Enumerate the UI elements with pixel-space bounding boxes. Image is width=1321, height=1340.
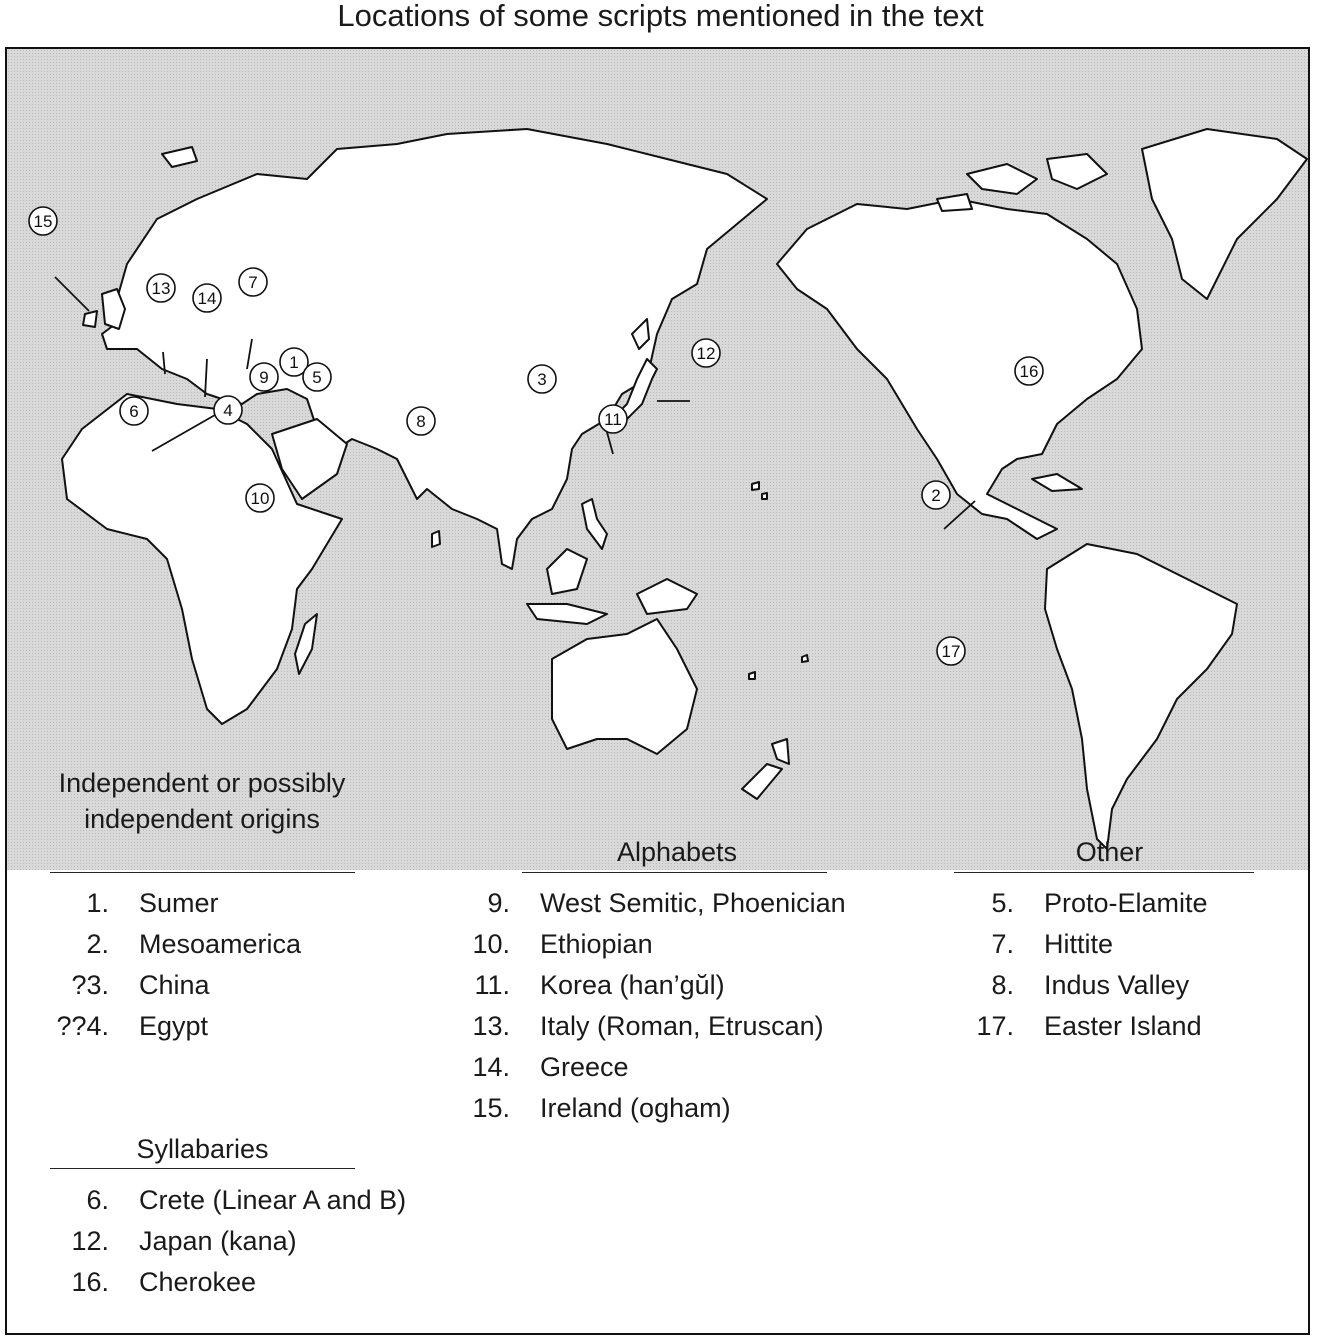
map-marker-14 xyxy=(193,284,221,312)
philippines-islands xyxy=(582,499,607,549)
legend-item-label: Ethiopian xyxy=(540,929,653,959)
marker-label: 14 xyxy=(197,289,217,308)
arctic-islands xyxy=(937,154,1107,211)
syllabaries-heading: Syllabaries xyxy=(136,1134,269,1164)
north-america-landmass xyxy=(777,199,1142,539)
map-marker-10 xyxy=(246,484,274,512)
legend-item-label: Mesoamerica xyxy=(139,929,302,959)
legend-item-num: 2. xyxy=(86,929,109,959)
legend-item-num: 15. xyxy=(472,1093,510,1123)
other-heading: Other xyxy=(1075,837,1144,867)
legend-item-15 xyxy=(472,1092,731,1124)
legend-item-label: China xyxy=(139,970,210,1000)
map-marker-17 xyxy=(937,637,965,665)
map-marker-6 xyxy=(120,397,148,425)
marker-label: 10 xyxy=(250,489,270,508)
alphabets-rule xyxy=(522,872,827,873)
map-marker-8 xyxy=(407,407,435,435)
map-marker-3 xyxy=(528,365,556,393)
legend-item-4 xyxy=(56,1010,209,1042)
legend-item-label: Italy (Roman, Etruscan) xyxy=(540,1011,824,1041)
legend-item-label: Easter Island xyxy=(1044,1011,1202,1041)
legend-item-num: 11. xyxy=(474,970,510,1000)
legend-item-label: Japan (kana) xyxy=(139,1226,297,1256)
legend-item-label: Hittite xyxy=(1044,929,1114,959)
legend-item-label: Sumer xyxy=(139,888,219,918)
legend-item-num: 12. xyxy=(71,1226,109,1256)
marker-label: 1 xyxy=(289,353,299,372)
legend-item-label: Proto-Elamite xyxy=(1044,888,1208,918)
british-isles xyxy=(83,289,125,329)
map-frame xyxy=(5,47,1310,1335)
marker-label: 6 xyxy=(129,402,139,421)
south-america-landmass xyxy=(1045,544,1237,849)
marker-label: 13 xyxy=(151,279,171,298)
map-marker-2 xyxy=(922,481,950,509)
marker-label: 4 xyxy=(223,401,233,420)
legend-item-6 xyxy=(86,1184,407,1216)
legend-item-num: 8. xyxy=(991,970,1014,1000)
new-zealand-islands xyxy=(742,739,789,799)
legend-item-num: 16. xyxy=(71,1267,109,1297)
legend-item-label: Egypt xyxy=(139,1011,209,1041)
caribbean-islands xyxy=(1032,474,1082,491)
indonesia-islands xyxy=(527,549,697,624)
alphabets-heading: Alphabets xyxy=(616,837,738,867)
map-marker-5 xyxy=(303,363,331,391)
australia-landmass xyxy=(552,619,697,754)
legend-item-5 xyxy=(991,887,1208,919)
legend-item-7 xyxy=(991,928,1114,960)
legend-item-label: Cherokee xyxy=(139,1267,257,1297)
legend-item-9 xyxy=(487,887,846,919)
legend-item-8 xyxy=(991,969,1190,1001)
legend-item-label: Korea (han’gŭl) xyxy=(540,970,725,1000)
legend-item-label: Greece xyxy=(540,1052,629,1082)
legend-item-2 xyxy=(86,928,302,960)
legend-item-num: 17. xyxy=(976,1011,1014,1041)
legend-item-num: ??4. xyxy=(56,1011,109,1041)
legend-item-num: ?3. xyxy=(71,970,109,1000)
legend-item-11 xyxy=(474,969,725,1001)
marker-label: 11 xyxy=(604,410,622,429)
independent-heading: Independent or possibly independent origins xyxy=(58,768,346,834)
marker-2-pointer xyxy=(944,501,975,529)
map-marker-16 xyxy=(1015,357,1043,385)
madagascar-island xyxy=(295,614,317,674)
legend-item-num: 6. xyxy=(86,1185,109,1215)
map-area xyxy=(7,49,1308,870)
legend-item-label: Crete (Linear A and B) xyxy=(139,1185,407,1215)
marker-label: 2 xyxy=(931,486,941,505)
marker-label: 12 xyxy=(696,344,716,363)
legend-item-10 xyxy=(472,928,653,960)
map-marker-15 xyxy=(29,207,57,235)
marker-label: 3 xyxy=(537,370,547,389)
map-marker-13 xyxy=(147,274,175,302)
marker-label: 5 xyxy=(312,368,322,387)
legend-item-num: 9. xyxy=(487,888,510,918)
legend-item-num: 14. xyxy=(472,1052,510,1082)
legend-item-16 xyxy=(71,1266,257,1298)
legend-item-num: 1. xyxy=(86,888,109,918)
map-marker-12 xyxy=(692,339,720,367)
marker-label: 7 xyxy=(248,273,258,292)
map-marker-11 xyxy=(599,405,627,433)
legend-item-label: West Semitic, Phoenician xyxy=(540,888,846,918)
legend-item-1 xyxy=(86,887,219,919)
sri-lanka-island xyxy=(432,531,440,547)
world-map-icon xyxy=(7,49,1308,870)
legend-item-num: 13. xyxy=(472,1011,510,1041)
legend-item-label: Indus Valley xyxy=(1044,970,1190,1000)
marker-label: 9 xyxy=(259,368,269,387)
marker-label: 15 xyxy=(33,212,53,231)
legend-item-17 xyxy=(976,1010,1202,1042)
map-marker-7 xyxy=(239,268,267,296)
marker-label: 17 xyxy=(941,642,961,661)
map-marker-9 xyxy=(250,363,278,391)
legend-item-3 xyxy=(71,969,210,1001)
legend-item-num: 10. xyxy=(472,929,510,959)
pacific-islands xyxy=(749,482,808,679)
iceland-island xyxy=(162,147,197,167)
legend-item-label: Ireland (ogham) xyxy=(540,1093,731,1123)
other-rule xyxy=(954,872,1254,873)
legend-item-12 xyxy=(71,1225,297,1257)
greenland-landmass xyxy=(1142,129,1307,299)
map-marker-4 xyxy=(214,396,242,424)
syllabaries-rule xyxy=(50,1168,355,1169)
legend-item-13 xyxy=(472,1010,824,1042)
independent-rule xyxy=(50,872,355,873)
legend-item-num: 5. xyxy=(991,888,1014,918)
marker-label: 16 xyxy=(1019,362,1039,381)
legend-item-14 xyxy=(472,1051,629,1083)
marker-label: 8 xyxy=(416,412,426,431)
marker-15-pointer xyxy=(55,277,89,311)
legend-item-num: 7. xyxy=(991,929,1014,959)
map-title: Locations of some scripts mentioned in the text xyxy=(337,0,984,33)
